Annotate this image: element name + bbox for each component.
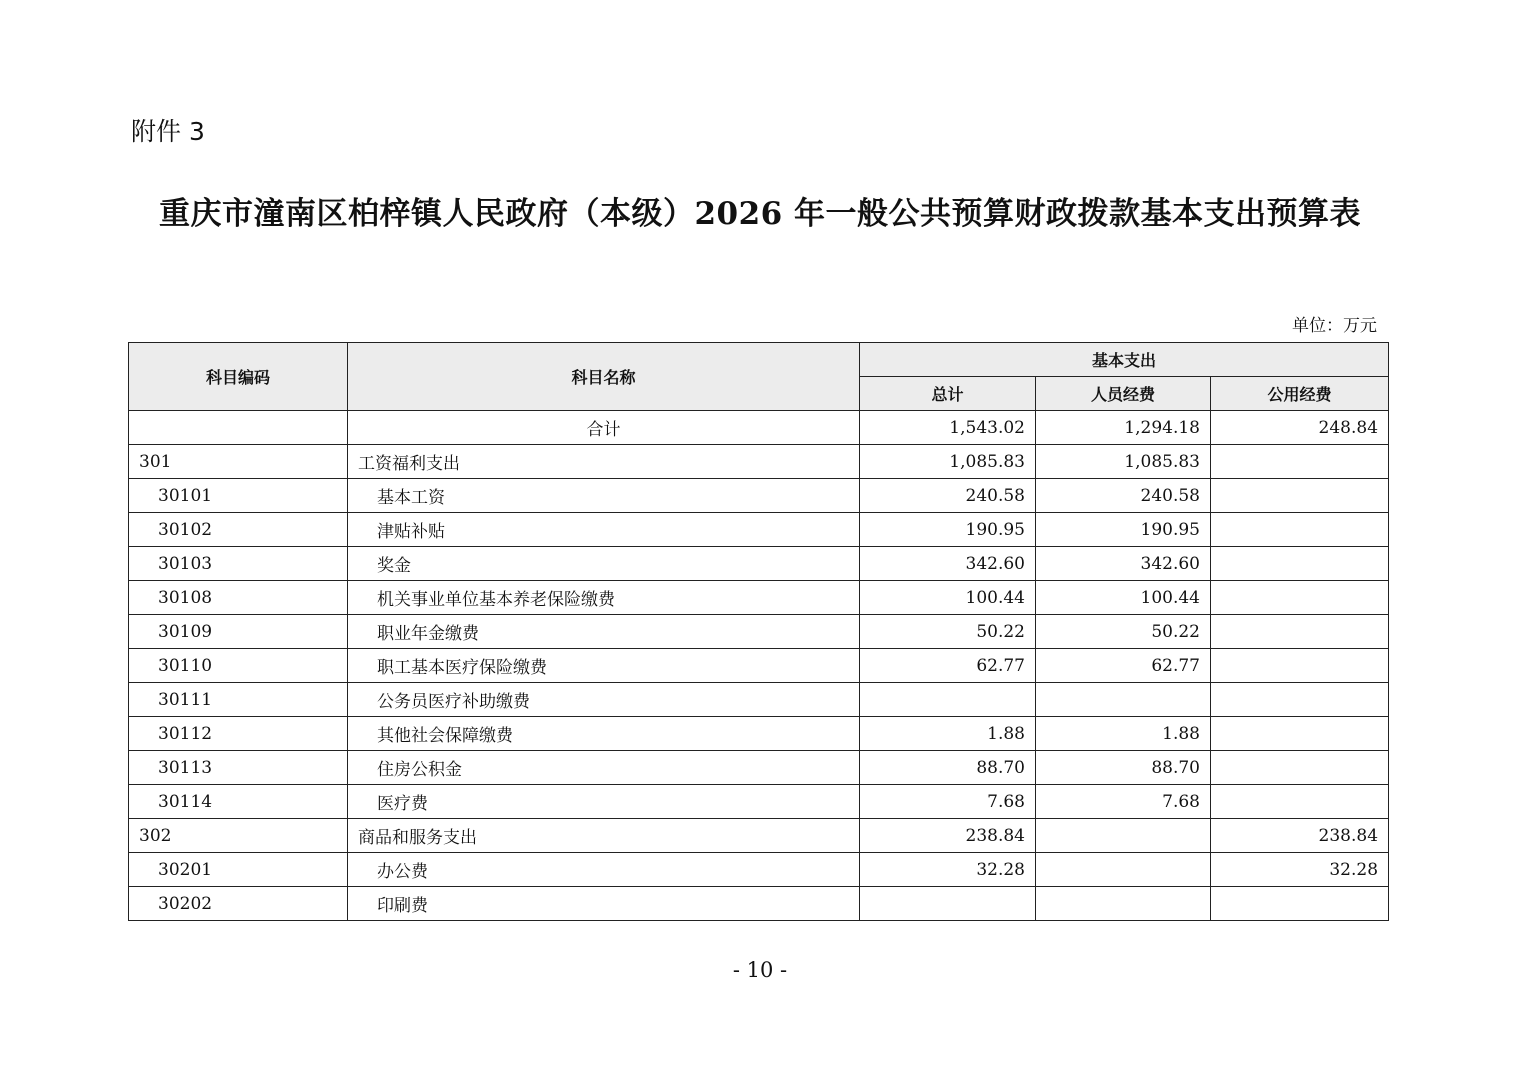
cell-code: 30202 bbox=[129, 887, 348, 921]
table-body bbox=[129, 411, 1389, 921]
cell-personnel: 1,085.83 bbox=[1036, 445, 1211, 479]
cell-total: 32.28 bbox=[860, 853, 1036, 887]
cell-name: 住房公积金 bbox=[348, 751, 860, 785]
cell-name: 其他社会保障缴费 bbox=[348, 717, 860, 751]
cell-name: 商品和服务支出 bbox=[348, 819, 860, 853]
cell-public bbox=[1211, 683, 1389, 717]
cell-personnel: 7.68 bbox=[1036, 785, 1211, 819]
header-basic-expenditure: 基本支出 bbox=[860, 343, 1389, 377]
cell-public: 32.28 bbox=[1211, 853, 1389, 887]
cell-name: 机关事业单位基本养老保险缴费 bbox=[348, 581, 860, 615]
header-total: 总计 bbox=[860, 377, 1036, 411]
attachment-label: 附件 3 bbox=[131, 117, 205, 146]
table-row bbox=[129, 751, 1389, 785]
cell-public bbox=[1211, 547, 1389, 581]
table-row bbox=[129, 683, 1389, 717]
table-row bbox=[129, 887, 1389, 921]
header-row-top bbox=[129, 343, 1389, 377]
cell-code: 30112 bbox=[129, 717, 348, 751]
table-row bbox=[129, 785, 1389, 819]
cell-code: 301 bbox=[129, 445, 348, 479]
cell-code bbox=[129, 411, 348, 445]
cell-total: 7.68 bbox=[860, 785, 1036, 819]
cell-public bbox=[1211, 717, 1389, 751]
cell-total: 1,543.02 bbox=[860, 411, 1036, 445]
cell-total: 62.77 bbox=[860, 649, 1036, 683]
table-header bbox=[129, 343, 1389, 411]
cell-name: 合计 bbox=[348, 411, 860, 445]
unit-label: 单位：万元 bbox=[1292, 316, 1377, 336]
cell-code: 30113 bbox=[129, 751, 348, 785]
cell-total: 342.60 bbox=[860, 547, 1036, 581]
cell-public bbox=[1211, 751, 1389, 785]
cell-total: 100.44 bbox=[860, 581, 1036, 615]
cell-code: 30101 bbox=[129, 479, 348, 513]
table-row bbox=[129, 717, 1389, 751]
cell-personnel: 342.60 bbox=[1036, 547, 1211, 581]
cell-public bbox=[1211, 615, 1389, 649]
cell-personnel: 88.70 bbox=[1036, 751, 1211, 785]
cell-name: 职工基本医疗保险缴费 bbox=[348, 649, 860, 683]
cell-name: 公务员医疗补助缴费 bbox=[348, 683, 860, 717]
cell-total: 50.22 bbox=[860, 615, 1036, 649]
cell-name: 印刷费 bbox=[348, 887, 860, 921]
cell-name: 办公费 bbox=[348, 853, 860, 887]
cell-code: 30201 bbox=[129, 853, 348, 887]
cell-personnel: 190.95 bbox=[1036, 513, 1211, 547]
cell-code: 302 bbox=[129, 819, 348, 853]
cell-name: 津贴补贴 bbox=[348, 513, 860, 547]
table-row bbox=[129, 649, 1389, 683]
cell-personnel: 1.88 bbox=[1036, 717, 1211, 751]
cell-name: 医疗费 bbox=[348, 785, 860, 819]
cell-code: 30108 bbox=[129, 581, 348, 615]
table-row bbox=[129, 615, 1389, 649]
budget-table bbox=[128, 342, 1389, 921]
cell-personnel: 50.22 bbox=[1036, 615, 1211, 649]
cell-public bbox=[1211, 581, 1389, 615]
table-row bbox=[129, 513, 1389, 547]
cell-code: 30114 bbox=[129, 785, 348, 819]
cell-personnel: 240.58 bbox=[1036, 479, 1211, 513]
table-row bbox=[129, 819, 1389, 853]
cell-total: 190.95 bbox=[860, 513, 1036, 547]
table-row bbox=[129, 547, 1389, 581]
cell-personnel bbox=[1036, 887, 1211, 921]
cell-total: 1.88 bbox=[860, 717, 1036, 751]
header-personnel: 人员经费 bbox=[1036, 377, 1211, 411]
header-public: 公用经费 bbox=[1211, 377, 1389, 411]
table-row-total bbox=[129, 411, 1389, 445]
page-title: 重庆市潼南区柏梓镇人民政府（本级）2026 年一般公共预算财政拨款基本支出预算表 bbox=[158, 196, 1362, 232]
table-row bbox=[129, 853, 1389, 887]
cell-public: 248.84 bbox=[1211, 411, 1389, 445]
cell-public bbox=[1211, 887, 1389, 921]
cell-code: 30111 bbox=[129, 683, 348, 717]
cell-public bbox=[1211, 445, 1389, 479]
cell-personnel: 100.44 bbox=[1036, 581, 1211, 615]
cell-code: 30110 bbox=[129, 649, 348, 683]
cell-personnel: 1,294.18 bbox=[1036, 411, 1211, 445]
cell-personnel bbox=[1036, 683, 1211, 717]
cell-personnel: 62.77 bbox=[1036, 649, 1211, 683]
cell-total: 240.58 bbox=[860, 479, 1036, 513]
cell-personnel bbox=[1036, 819, 1211, 853]
cell-personnel bbox=[1036, 853, 1211, 887]
cell-name: 奖金 bbox=[348, 547, 860, 581]
cell-public bbox=[1211, 649, 1389, 683]
table-row bbox=[129, 445, 1389, 479]
cell-code: 30109 bbox=[129, 615, 348, 649]
cell-total bbox=[860, 887, 1036, 921]
cell-public bbox=[1211, 513, 1389, 547]
cell-public bbox=[1211, 785, 1389, 819]
cell-code: 30102 bbox=[129, 513, 348, 547]
table-row bbox=[129, 581, 1389, 615]
cell-total: 238.84 bbox=[860, 819, 1036, 853]
cell-public: 238.84 bbox=[1211, 819, 1389, 853]
cell-total: 1,085.83 bbox=[860, 445, 1036, 479]
cell-total: 88.70 bbox=[860, 751, 1036, 785]
cell-total bbox=[860, 683, 1036, 717]
cell-code: 30103 bbox=[129, 547, 348, 581]
cell-name: 工资福利支出 bbox=[348, 445, 860, 479]
cell-public bbox=[1211, 479, 1389, 513]
cell-name: 基本工资 bbox=[348, 479, 860, 513]
table-row bbox=[129, 479, 1389, 513]
header-code: 科目编码 bbox=[129, 343, 348, 411]
cell-name: 职业年金缴费 bbox=[348, 615, 860, 649]
header-name: 科目名称 bbox=[348, 343, 860, 411]
page-number: - 10 - bbox=[732, 958, 788, 982]
